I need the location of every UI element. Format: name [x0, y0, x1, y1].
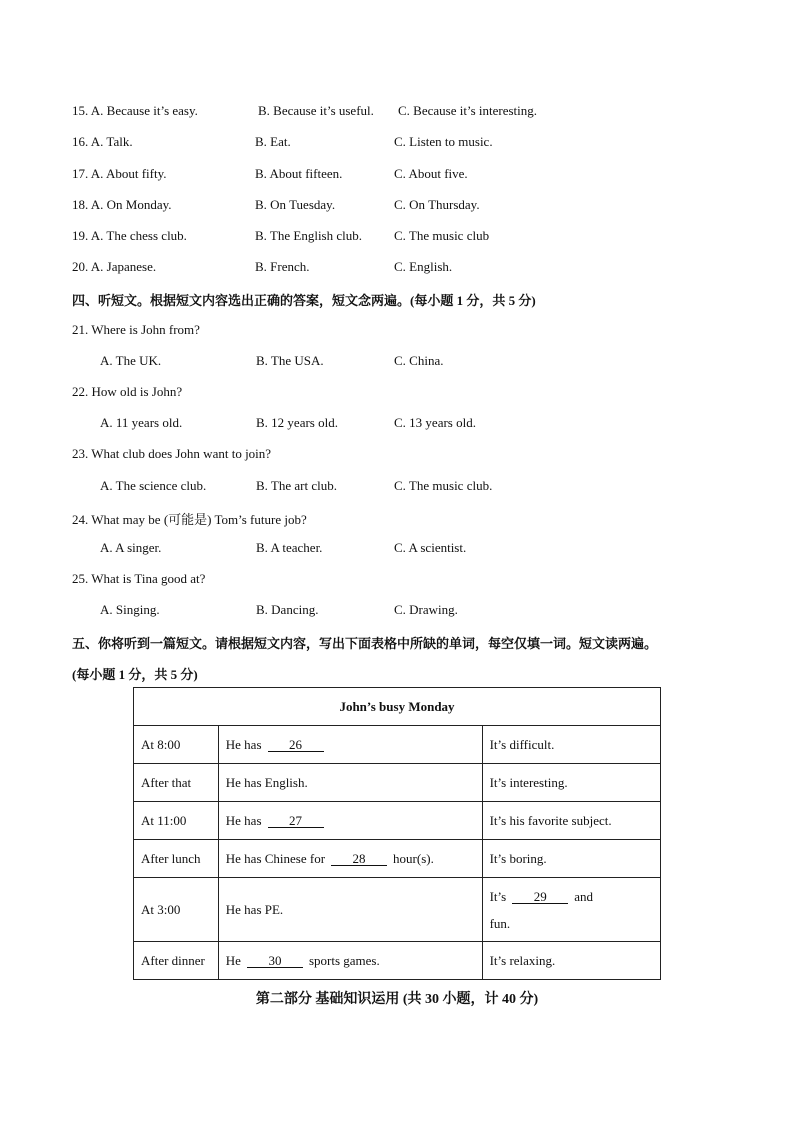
answer-blank-27[interactable]: 27: [268, 814, 324, 828]
option-a: 16. A. Talk.: [72, 134, 133, 149]
table-row: [134, 840, 661, 878]
option-a: 18. A. On Monday.: [72, 197, 172, 212]
option-c: C. About five.: [394, 166, 468, 181]
activity-cell: He has Chinese for 28 hour(s).: [218, 840, 482, 878]
comment-cell: It’s his favorite subject.: [482, 802, 660, 840]
activity-cell: He 30 sports games.: [218, 942, 482, 980]
option-b: B. A teacher.: [256, 540, 323, 555]
option-b: B. Dancing.: [256, 602, 319, 617]
question-20: [72, 259, 752, 279]
question-25-text: 25. What is Tina good at?: [72, 571, 206, 586]
question-18: [72, 197, 752, 217]
option-b: B. Eat.: [255, 134, 291, 149]
question-25-options: [100, 602, 750, 622]
option-c: C. A scientist.: [394, 540, 467, 555]
comment-cell: It’s interesting.: [482, 764, 660, 802]
answer-blank-28[interactable]: 28: [331, 852, 387, 866]
option-c: C. The music club.: [394, 478, 493, 493]
activity-cell: He has 26: [218, 726, 482, 764]
activity-cell: He has 27: [218, 802, 482, 840]
option-c: C. China.: [394, 353, 444, 368]
question-21-options: [100, 353, 750, 373]
section-5-heading-scoring: (每小题 1 分，共 5 分): [72, 667, 198, 682]
option-b: B. French.: [255, 259, 310, 274]
option-a: A. Singing.: [100, 602, 160, 617]
option-a: A. The UK.: [100, 353, 162, 368]
comment-cell: It’s 29 and fun.: [482, 878, 660, 942]
option-c: C. Listen to music.: [394, 134, 493, 149]
section-5-heading: 五、你将听到一篇短文。请根据短文内容，写出下面表格中所缺的单词，每空仅填一词。短文读两遍。: [72, 636, 658, 651]
table-header-row: [134, 688, 661, 726]
time-cell: At 8:00: [134, 726, 219, 764]
option-c: C. Drawing.: [394, 602, 458, 617]
option-c: C. On Thursday.: [394, 197, 480, 212]
table-row: [134, 726, 661, 764]
option-a: 20. A. Japanese.: [72, 259, 157, 274]
option-c: C. The music club: [394, 228, 490, 243]
option-c: C. 13 years old.: [394, 415, 476, 430]
option-b: B. The USA.: [256, 353, 324, 368]
table-row: [134, 942, 661, 980]
time-cell: After dinner: [134, 942, 219, 980]
option-a: A. A singer.: [100, 540, 162, 555]
answer-blank-30[interactable]: 30: [247, 954, 303, 968]
question-23-text: 23. What club does John want to join?: [72, 446, 272, 461]
table-title: John’s busy Monday: [134, 688, 661, 726]
question-16: [72, 134, 752, 154]
option-a: A. 11 years old.: [100, 415, 183, 430]
question-21-text: 21. Where is John from?: [72, 322, 200, 337]
option-b: B. The English club.: [255, 228, 363, 243]
option-c: C. English.: [394, 259, 453, 274]
table-row: [134, 878, 661, 942]
comment-cell: It’s relaxing.: [482, 942, 660, 980]
option-b: B. Because it’s useful.: [258, 103, 374, 118]
activity-cell: He has PE.: [218, 878, 482, 942]
time-cell: At 11:00: [134, 802, 219, 840]
comment-cell: It’s difficult.: [482, 726, 660, 764]
question-22-text: 22. How old is John?: [72, 384, 183, 399]
answer-blank-26[interactable]: 26: [268, 738, 324, 752]
schedule-table: [133, 687, 661, 980]
option-a: 19. A. The chess club.: [72, 228, 187, 243]
time-cell: After that: [134, 764, 219, 802]
part-2-heading: 第二部分 基础知识运用 (共 30 小题，计 40 分): [255, 992, 539, 1007]
question-19: [72, 228, 752, 248]
time-cell: At 3:00: [134, 878, 219, 942]
option-a: 15. A. Because it’s easy.: [72, 103, 198, 118]
question-23-options: [100, 478, 750, 498]
question-24-text: 24. What may be (可能是) Tom’s future job?: [72, 512, 307, 527]
section-4-heading: 四、听短文。根据短文内容选出正确的答案，短文念两遍。(每小题 1 分，共 5 分): [72, 293, 536, 308]
question-15: [72, 103, 752, 123]
option-b: B. 12 years old.: [256, 415, 338, 430]
question-22-options: [100, 415, 750, 435]
option-a: A. The science club.: [100, 478, 207, 493]
answer-blank-29[interactable]: 29: [512, 890, 568, 904]
option-a: 17. A. About fifty.: [72, 166, 167, 181]
option-b: B. About fifteen.: [255, 166, 343, 181]
table-row: [134, 802, 661, 840]
option-b: B. On Tuesday.: [255, 197, 336, 212]
question-17: [72, 166, 752, 186]
comment-cell: It’s boring.: [482, 840, 660, 878]
question-24-options: [100, 540, 750, 560]
option-c: C. Because it’s interesting.: [398, 103, 538, 118]
option-b: B. The art club.: [256, 478, 337, 493]
time-cell: After lunch: [134, 840, 219, 878]
activity-cell: He has English.: [218, 764, 482, 802]
table-row: [134, 764, 661, 802]
